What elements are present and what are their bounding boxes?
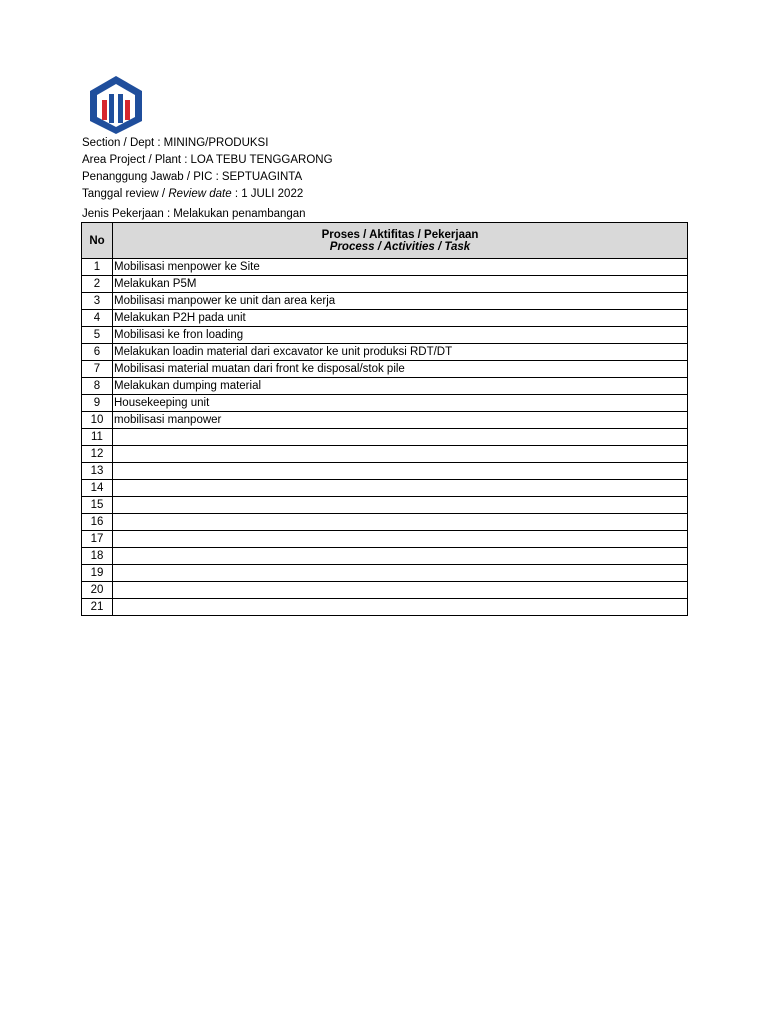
area-value: LOA TEBU TENGGARONG: [190, 154, 333, 166]
job-type-line: [82, 207, 306, 221]
row-task: [113, 582, 688, 599]
row-number: 5: [82, 327, 113, 344]
table-row: [82, 599, 688, 616]
row-task: Mobilisasi ke fron loading: [113, 327, 688, 344]
row-task: [113, 514, 688, 531]
row-task: [113, 548, 688, 565]
row-task: Melakukan P5M: [113, 276, 688, 293]
row-number: 21: [82, 599, 113, 616]
table-row: [82, 412, 688, 429]
table-row: [82, 531, 688, 548]
row-number: 20: [82, 582, 113, 599]
table-row: [82, 293, 688, 310]
table-row: [82, 514, 688, 531]
row-number: 6: [82, 344, 113, 361]
row-number: 14: [82, 480, 113, 497]
row-task: [113, 531, 688, 548]
table-row: [82, 446, 688, 463]
row-task: mobilisasi manpower: [113, 412, 688, 429]
row-number: 4: [82, 310, 113, 327]
table-row: [82, 582, 688, 599]
table-row: [82, 361, 688, 378]
table-row: [82, 497, 688, 514]
row-number: 1: [82, 259, 113, 276]
column-header-process: [113, 223, 688, 259]
row-task: Housekeeping unit: [113, 395, 688, 412]
row-number: 19: [82, 565, 113, 582]
job-label: Jenis Pekerjaan :: [82, 208, 171, 220]
task-table: [81, 222, 688, 616]
row-number: 18: [82, 548, 113, 565]
section-value: MINING/PRODUKSI: [163, 137, 269, 149]
row-number: 12: [82, 446, 113, 463]
row-task: [113, 599, 688, 616]
table-header-row: [82, 223, 688, 259]
review-date-line: [82, 187, 303, 201]
column-header-no: No: [82, 223, 113, 259]
pic-label: Penanggung Jawab / PIC :: [82, 171, 219, 183]
row-number: 7: [82, 361, 113, 378]
table-row: [82, 344, 688, 361]
area-project-line: [82, 153, 333, 167]
row-number: 11: [82, 429, 113, 446]
row-number: 2: [82, 276, 113, 293]
review-label-italic: Review date: [168, 188, 232, 200]
row-number: 17: [82, 531, 113, 548]
row-number: 15: [82, 497, 113, 514]
row-number: 9: [82, 395, 113, 412]
table-row: [82, 429, 688, 446]
table-row: [82, 327, 688, 344]
pic-line: [82, 170, 302, 184]
row-task: Melakukan P2H pada unit: [113, 310, 688, 327]
review-value: 1 JULI 2022: [241, 188, 304, 200]
table-row: [82, 259, 688, 276]
table-row: [82, 378, 688, 395]
row-task: Melakukan dumping material: [113, 378, 688, 395]
row-task: Mobilisasi menpower ke Site: [113, 259, 688, 276]
table-row: [82, 480, 688, 497]
pic-value: SEPTUAGINTA: [221, 171, 303, 183]
table-row: [82, 395, 688, 412]
section-label: Section / Dept :: [82, 137, 161, 149]
row-task: [113, 565, 688, 582]
table-body: [82, 259, 688, 616]
table-row: [82, 548, 688, 565]
row-number: 10: [82, 412, 113, 429]
row-number: 8: [82, 378, 113, 395]
section-dept-line: [82, 136, 268, 150]
row-task: [113, 497, 688, 514]
review-label: Tanggal review /: [82, 188, 166, 200]
row-task: Mobilisasi material muatan dari front ke disposal/stok pile: [113, 361, 688, 378]
table-row: [82, 310, 688, 327]
row-number: 3: [82, 293, 113, 310]
review-colon: :: [234, 188, 239, 200]
row-task: [113, 480, 688, 497]
column-header-process-title: Proses / Aktifitas / Pekerjaan: [321, 228, 479, 241]
job-value: Melakukan penambangan: [173, 208, 306, 220]
table-row: [82, 276, 688, 293]
area-label: Area Project / Plant :: [82, 154, 188, 166]
row-task: [113, 429, 688, 446]
row-task: [113, 446, 688, 463]
row-task: [113, 463, 688, 480]
table-row: [82, 463, 688, 480]
company-logo-icon: [90, 76, 142, 134]
row-number: 16: [82, 514, 113, 531]
column-header-process-subtitle: Process / Activities / Task: [329, 240, 471, 253]
row-task: Mobilisasi manpower ke unit dan area kerja: [113, 293, 688, 310]
row-task: Melakukan loadin material dari excavator ke unit produksi RDT/DT: [113, 344, 688, 361]
table-row: [82, 565, 688, 582]
row-number: 13: [82, 463, 113, 480]
